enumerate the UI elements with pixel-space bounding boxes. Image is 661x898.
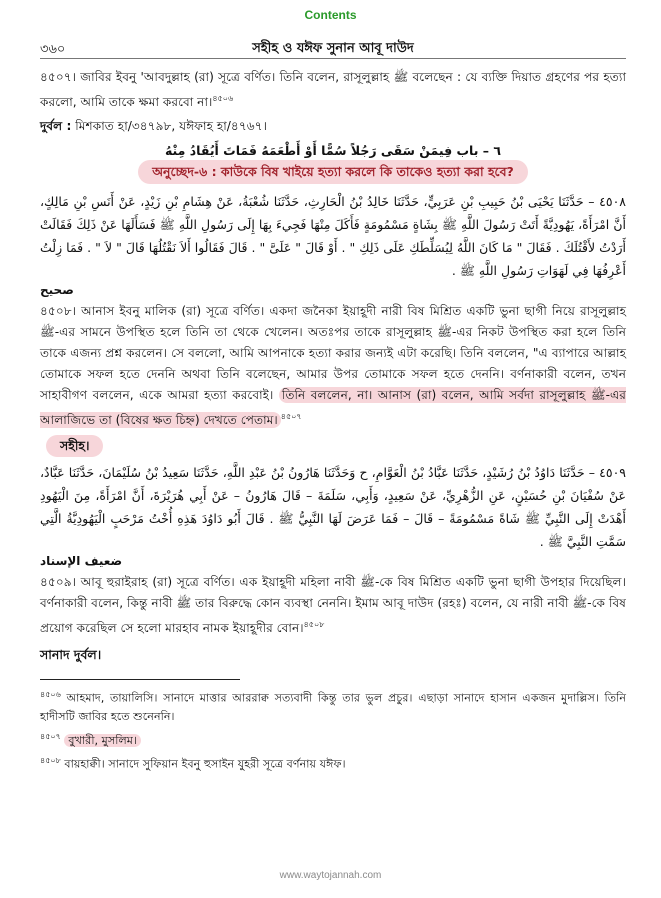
hadith-4507 xyxy=(40,67,626,137)
footnote-number: ৪৫০৬ xyxy=(40,690,61,700)
hadith-4509-arabic: ٤٥٠٩ – حَدَّثَنَا دَاوُدُ بْنُ رُشَيْدٍ، حَدَّثَنَا عَبَّادُ بْنُ الْعَوَّامِ، ح وَحَدَّثَنَا هَارُونُ بْنُ عَبْدِ اللَّهِ، حَدَّثَنَا سَعِيدُ بْنُ سُلَيْمَانَ، حَدَّثَنَا عَبَّادٌ، عَنْ سُفْيَانَ بْنِ حُسَيْنٍ، عَنِ الزُّهْرِيِّ، عَنْ سَعِيدٍ، وَأَبِي، سَلَمَةَ – قَالَ هَارُونُ – عَنْ أَبِي هُرَيْرَةَ، أَنَّ امْرَأَةً، مِنَ الْيَهُودِ أَهْدَتْ إِلَى النَّبِيِّ ﷺ شَاةً مَسْمُومَةً – قَالَ – فَمَا عَرَضَ لَهَا النَّبِيُّ ﷺ ‏.‏ قَالَ أَبُو دَاوُدَ هَذِهِ أُخْتُ مَرْحَبٍ الْيَهُودِيَّةُ الَّتِي سَمَّتِ النَّبِيَّ ﷺ ‏.‏ xyxy=(40,465,626,550)
hadith-4508-grade-label: সহীহ। xyxy=(46,435,103,457)
footnote-ref-4508[interactable]: ৪৫০৮ xyxy=(303,620,325,630)
hadith-4508-text: ৪৫০৮। আনাস ইবনু মালিক (রা) সূত্রে বর্ণিত। একদা জনৈকা ইয়াহূদী নারী বিষ মিশ্রিত একটি ভুনা ছাগী নিয়ে রাসূলুল্লাহ ﷺ-এর সামনে উপস্থিত হলে তিনি তা থেকে খেলেন। অতঃপর তাকে রাসূলুল্লাহ ﷺ-এর নিকট উপস্থিত করা হলে তিনি তাকে এজন্য প্রশ্ন করলেন। সে বললো, আমি আপনাকে হত্যা করার জন্যই এটা করেছি। তিনি বললেন, "এ ব্যাপারে আল্লাহ তোমাকে সফল হতে দেননি অথবা তিনি বলেছেন, আমার উপর তোমাকে সফল হতে দেননি। বর্ণনাকারী বলেন, তখন সাহাবীগণ বললেন, একে আমরা হত্যা করবোই। xyxy=(40,304,626,403)
hadith-4508-highlight: তিনি বললেন, না। আনাস (রা) বলেন, আমি সর্বদা রাসূলুল্লাহ ﷺ-এর আলাজিভে তা (বিষের ক্ষত চিহ্ন) দেখতে পেতাম। xyxy=(40,388,627,428)
hadith-4507-text: ৪৫০৭। জাবির ইবনু 'আবদুল্লাহ (রা) সূত্রে বর্ণিত। তিনি বলেন, রাসূলুল্লাহ ﷺ বলেছেন : যে ব্যক্তি দিয়াত গ্রহণের পর হত্যা করলো, আমি তাকে ক্ষমা করবো না। xyxy=(40,70,626,110)
hadith-4509-grade-arabic: ضعيف الإسناد xyxy=(40,554,123,569)
footnote-text: আহমাদ, তায়ালিসি। সানাদে মাত্তার আররাক্ব সত্যবাদী কিন্তু তার ভুল প্রচুর। এছাড়া সানাদে হাসান একজন মুদাল্লিস। তিনি হাদীসটি জাবির হতে শুনেননি। xyxy=(40,691,627,723)
running-title: সহীহ ও যঈফ সুনান আবূ দাউদ xyxy=(252,41,414,56)
footnote-text: বায়হাক্বী। সানাদে সুফিয়ান ইবনু হুসাইন যুহরী সূত্রে বর্ণনায় যঈফ। xyxy=(64,757,346,771)
footnote-ref-4506[interactable]: ৪৫০৬ xyxy=(212,94,234,103)
footnote-ref-4507[interactable]: ৪৫০৭ xyxy=(280,412,302,422)
chapter-arabic-title: ٦ – باب فِيمَنْ سَقَى رَجُلاً سُمًّا أَوْ أَطْعَمَهُ فَمَاتَ أَيُقَادُ مِنْهُ xyxy=(164,143,502,159)
book-page xyxy=(40,38,626,775)
footnote xyxy=(40,728,626,750)
hadith-4507-grade-text: মিশকাত হা/৩৪৭৯৮, যঈফাহ হা/৪৭৬৭। xyxy=(75,119,267,134)
hadith-4507-grade-label: দুর্বল : xyxy=(40,119,72,134)
footnote xyxy=(40,686,626,726)
hadith-4509-grade: সানাদ দুর্বল। xyxy=(40,647,102,663)
footnote-text: বুখারী, মুসলিম। xyxy=(64,734,141,747)
footnote-number: ৪৫০৭ xyxy=(40,731,61,741)
hadith-4509-text: ৪৫০৯। আবূ হুরাইরাহ (রা) সূত্রে বর্ণিত। এক ইয়াহূদী মহিলা নাবী ﷺ-কে বিষ মিশ্রিত একটি ভুনা ছাগী উপহার দিয়েছিল। বর্ণনাকারী বলেন, কিন্তু নাবী ﷺ তার বিরুদ্ধে কোন ব্যবস্থা নেননি। ইমাম আবূ দাউদ (রহঃ) বলেন, যে নারী নাবী ﷺ-কে বিষ প্রয়োগ করেছিল সে হলো মারহাব নামক ইয়াহূদীর বোন। xyxy=(40,575,626,636)
site-watermark: www.waytojannah.com xyxy=(279,870,382,881)
footnote-number: ৪৫০৮ xyxy=(40,755,61,765)
hadith-4509-bengali xyxy=(40,572,626,639)
hadith-4508-grade xyxy=(46,435,626,457)
footnotes xyxy=(40,686,626,773)
footnote xyxy=(40,752,626,774)
page-number: ৩৬০ xyxy=(40,42,66,57)
hadith-4508-arabic: ٤٥٠٨ – حَدَّثَنَا يَحْيَى بْنُ حَبِيبِ بْنِ عَرَبِيٍّ، حَدَّثَنَا خَالِدُ بْنُ الْحَارِثِ، حَدَّثَنَا شُعْبَةُ، عَنْ هِشَامِ بْنِ زَيْدٍ، عَنْ أَنَسِ بْنِ مَالِكٍ، أَنَّ امْرَأَةً، يَهُودِيَّةً أَتَتْ رَسُولَ اللَّهِ ﷺ بِشَاةٍ مَسْمُومَةٍ فَأَكَلَ مِنْهَا فَجِيءَ بِهَا إِلَى رَسُولِ اللَّهِ ﷺ فَسَأَلَهَا عَنْ ذَلِكَ فَقَالَتْ أَرَدْتُ لأَقْتُلَكَ ‏.‏ فَقَالَ ‏"‏ مَا كَانَ اللَّهُ لِيُسَلِّطَكِ عَلَى ذَلِكِ ‏"‏ ‏.‏ أَوْ قَالَ ‏"‏ عَلَىَّ ‏"‏ ‏.‏ قَالَ فَقَالُوا أَلاَ نَقْتُلُهَا قَالَ ‏"‏ لاَ ‏"‏ ‏.‏ فَمَا زِلْتُ أَعْرِفُهَا فِي لَهَوَاتِ رَسُولِ اللَّهِ ﷺ ‏.‏ xyxy=(40,194,626,279)
contents-link[interactable]: Contents xyxy=(304,8,357,22)
page-header xyxy=(40,38,626,59)
chapter-heading xyxy=(40,160,626,184)
hadith-4508-grade-arabic: صحيح xyxy=(40,283,74,298)
footnote-divider xyxy=(40,679,240,680)
hadith-4508-bengali xyxy=(40,301,626,431)
chapter-bengali-title: অনুচ্ছেদ-৬ : কাউকে বিষ খাইয়ে হত্যা করলে কি তাকেও হত্যা করা হবে? xyxy=(138,160,528,184)
